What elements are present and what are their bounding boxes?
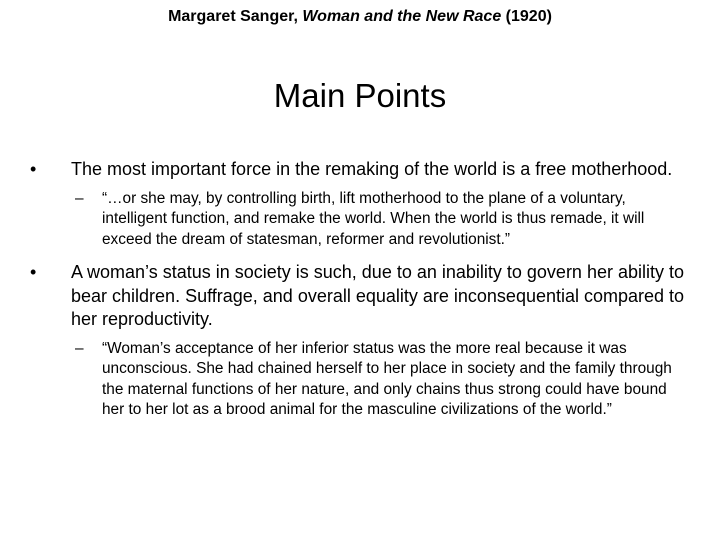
- bullet-text: The most important force in the remaking of the world is a free motherhood.: [71, 159, 673, 179]
- bullet-marker-icon: •: [30, 159, 37, 179]
- slide-title: Main Points: [273, 77, 447, 114]
- dash-marker-icon: –: [75, 339, 84, 357]
- sub-point-1: [0, 189, 720, 251]
- spacer: [0, 250, 720, 261]
- sub-point-quote: “…or she may, by controlling birth, lift motherhood to the plane of a voluntary, intelligent function, and remake the world. When the world is thus remade, it will exceed the dream of statesman, reformer and revolutionist.”: [102, 189, 645, 248]
- header-author: Margaret Sanger,: [168, 8, 298, 25]
- header-work-title: Woman and the New Race: [302, 8, 502, 25]
- slide-content: [0, 158, 720, 421]
- bullet-marker-icon: •: [30, 262, 37, 282]
- bullet-point-2: [0, 261, 720, 332]
- slide-header: [0, 7, 720, 27]
- header-year: (1920): [505, 8, 552, 25]
- bullet-point-1: [0, 158, 720, 182]
- sub-point-quote: “Woman’s acceptance of her inferior status was the more real because it was unconscious. She had chained herself to her place in society and the family through the maternal functions of her nature, and only chains thus strong could have bound her to her lot as a brood animal for the masculine civilizations of the world.”: [102, 339, 672, 418]
- sub-point-2: [0, 339, 720, 421]
- bullet-text: A woman’s status in society is such, due to an inability to govern her ability to bear children. Suffrage, and overall equality are inconsequential compared to her reproductivity.: [71, 262, 685, 329]
- dash-marker-icon: –: [75, 189, 84, 207]
